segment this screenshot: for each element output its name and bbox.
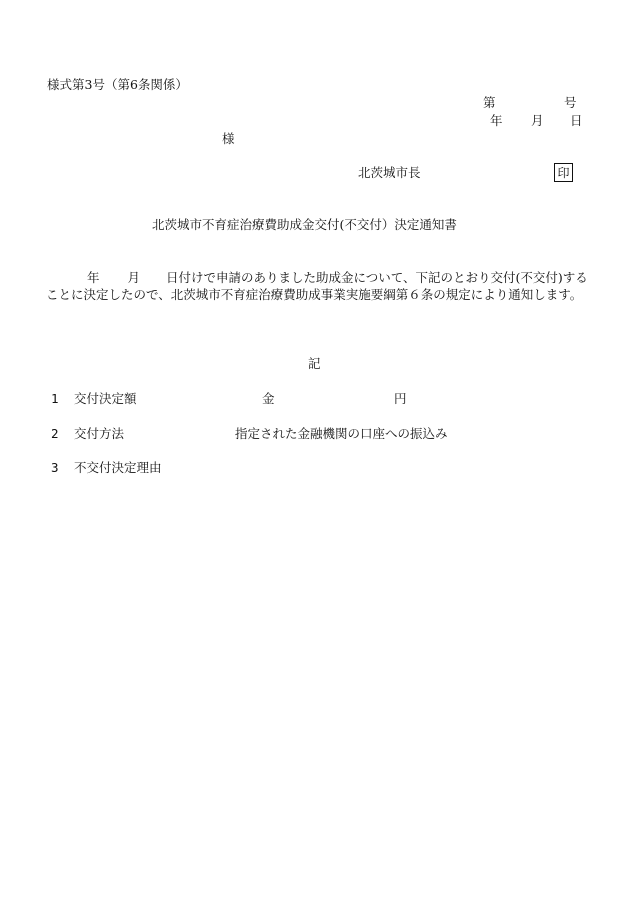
seal-stamp [554, 163, 573, 182]
body-paragraph [46, 269, 591, 303]
date-day-label: 日 [570, 113, 583, 128]
item-label-amount: 交付決定額 [74, 391, 137, 406]
issuer-name: 北茨城市長 [358, 165, 421, 180]
addressee-honorific: 様 [222, 131, 235, 146]
item-number: 1 [51, 391, 59, 406]
item-label-method: 交付方法 [74, 426, 125, 441]
date-year-label: 年 [490, 113, 503, 128]
seal-label: 印 [557, 165, 570, 180]
body-year: 年 [87, 270, 100, 285]
payment-method-value: 指定された金融機関の口座への振込み [235, 426, 448, 441]
date-month-label: 月 [531, 113, 544, 128]
document-number-suffix: 号 [564, 95, 577, 110]
document-title: 北茨城市不育症治療費助成金交付(不交付）決定通知書 [152, 217, 457, 232]
item-number: 2 [51, 426, 59, 441]
document-number-prefix: 第 [483, 95, 496, 110]
item-number: 3 [51, 460, 59, 475]
body-month: 月 [127, 270, 141, 285]
form-number: 様式第3号（第6条関係） [47, 77, 188, 92]
amount-suffix: 円 [394, 391, 407, 406]
ki-heading: 記 [308, 356, 321, 371]
body-text: 日付けで申請のありました助成金について、下記のとおり交付(不交付)することに決定したので、北茨城市不育症治療費助成事業実施要綱第６条の規定により通知します。 [46, 270, 588, 302]
item-label-reason: 不交付決定理由 [74, 460, 162, 475]
amount-prefix: 金 [262, 391, 275, 406]
